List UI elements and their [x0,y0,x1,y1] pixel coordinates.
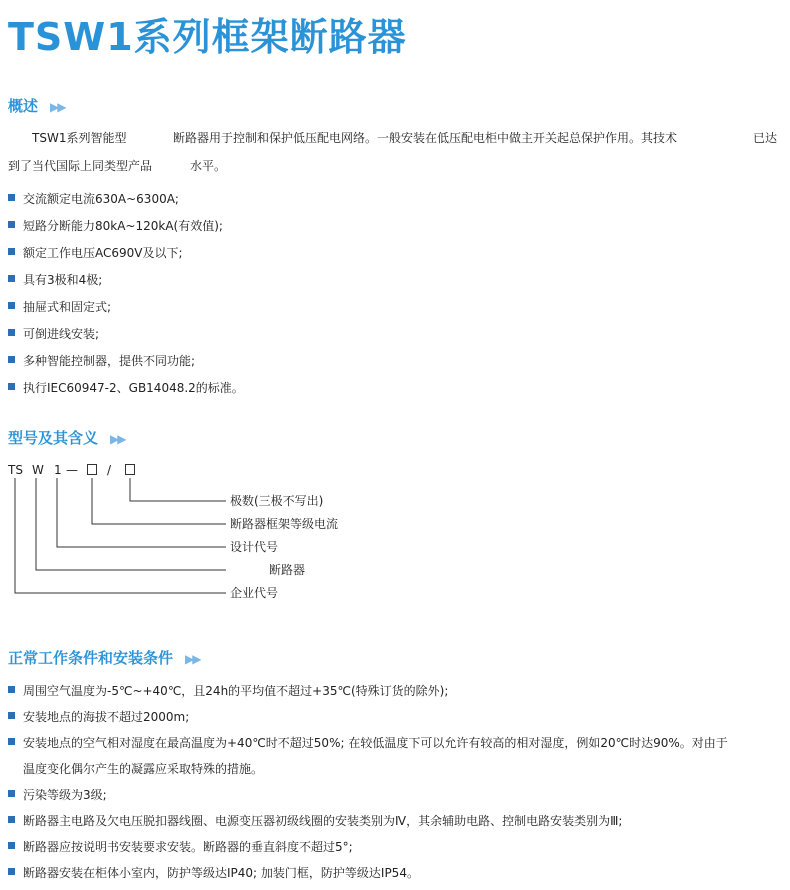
overview-text-1b: 断路器用于控制和保护低压配电网络。一般安装在低压配电柜中做主开关起总保护作用。其技术 [173,131,678,145]
square-bullet-icon [8,790,15,797]
leader-line-design-code [57,478,226,547]
list-item: 断路器安装在柜体小室内，防护等级达IP40; 加装门框，防护等级达IP54。 [8,864,728,890]
square-bullet-icon [8,816,15,823]
code-w: W [32,463,44,477]
overview-text-2a: 到了当代国际上同类型产品 [8,159,153,173]
double-chevron-icon: ▶ ▶ [185,651,202,666]
label-frame-current: 断路器框架等级电流 [230,517,339,531]
square-bullet-icon [8,356,15,363]
list-item: 安装地点的海拔不超过2000m; [8,708,728,734]
label-design-code: 设计代号 [230,540,279,554]
square-bullet-icon [8,738,15,745]
list-item: 执行IEC60947-2、GB14048.2的标准。 [8,379,244,406]
square-bullet-icon [8,221,15,228]
code-ts: TS [8,463,23,477]
double-chevron-icon: ▶ ▶ [110,431,127,446]
list-item: 具有3极和4极; [8,271,244,298]
square-bullet-icon [8,275,15,282]
square-bullet-icon [8,868,15,875]
list-item: 安装地点的空气相对湿度在最高温度为+40℃时不超过50%; 在较低温度下可以允许有较高的相对湿度，例如20℃时达90%。对由于 [8,734,728,760]
section-heading-overview [8,97,67,115]
label-poles: 极数(三极不写出) [230,494,324,508]
square-bullet-icon [8,842,15,849]
section-heading-conditions [8,649,202,667]
list-item: 断路器主电路及欠电压脱扣器线圈、电源变压器初级线圈的安装类别为Ⅳ，其余辅助电路、控制电路安装类别为Ⅲ; [8,812,728,838]
conditions-bullet-list [8,682,728,890]
square-bullet-icon [8,194,15,201]
square-bullet-icon [8,712,15,719]
square-bullet-icon [8,302,15,309]
list-item-continuation: 温度变化偶尔产生的凝露应采取特殊的措施。 [23,762,264,776]
code-dash: — [66,463,78,477]
leader-line-poles [130,478,226,501]
model-leader-lines [0,470,240,620]
overview-paragraph [8,124,778,180]
overview-text-1c: 已达 [753,131,778,145]
list-item: 污染等级为3级; [8,786,728,812]
square-bullet-icon [8,248,15,255]
double-chevron-icon: ▶ ▶ [50,99,67,114]
model-heading: 型号及其含义 [8,429,99,447]
overview-text-1a: TSW1系列智能型 [32,131,127,145]
list-item: 短路分断能力80kA~120kA(有效值); [8,217,244,244]
overview-heading: 概述 [8,97,39,115]
list-item: 可倒进线安装; [8,325,244,352]
overview-text-2b: 水平。 [190,159,227,173]
overview-bullet-list [8,190,244,406]
conditions-heading: 正常工作条件和安装条件 [8,649,174,667]
list-item: 额定工作电压AC690V及以下; [8,244,244,271]
label-breaker: 断路器 [269,563,306,577]
label-enterprise-code: 企业代号 [230,586,279,600]
square-bullet-icon [8,383,15,390]
page-title: TSW1系列框架断路器 [8,15,407,59]
leader-line-enterprise [15,478,226,593]
list-item: 多种智能控制器，提供不同功能; [8,352,244,379]
code-slash: / [107,463,112,477]
list-item: 交流额定电流630A~6300A; [8,190,244,217]
square-bullet-icon [8,686,15,693]
list-item: 断路器应按说明书安装要求安装。断路器的垂直斜度不超过5°; [8,838,728,864]
list-item: 抽屉式和固定式; [8,298,244,325]
square-bullet-icon [8,329,15,336]
list-item: 周围空气温度为-5℃~+40℃，且24h的平均值不超过+35℃(特殊订货的除外); [8,682,728,708]
code-1: 1 [54,463,62,477]
section-heading-model [8,429,127,447]
